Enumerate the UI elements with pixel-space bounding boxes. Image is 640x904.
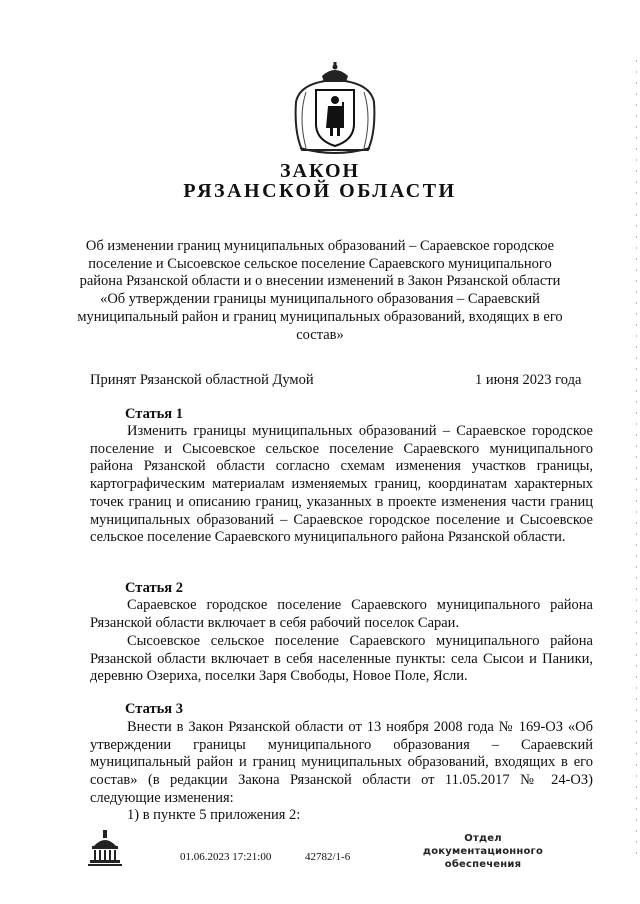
scan-edge-marks xyxy=(635,60,638,860)
stamp-line: Отдел документационного xyxy=(422,833,544,857)
stamp-line: обеспечения xyxy=(444,859,522,870)
article-paragraph: Сараевское городское поселение Сараевского муниципального района Рязанской области включает в себя рабочий поселок Сараи. xyxy=(90,597,593,631)
law-title: ЗАКОН xyxy=(279,160,361,182)
article-heading: Статья 3 xyxy=(125,701,183,717)
registration-timestamp: 01.06.2023 17:21:00 xyxy=(180,851,272,863)
law-subject: Об изменении границ муниципальных образований – Сараевское городское поселение и Сысоевское сельское поселение Сараевского муниципального района Рязанской области и о внесении изменений в Закон Рязанской области «Об утверждении границы муниципального образования – Сараевский муниципальный район и границ муниципальных образований, входящих в его состав» xyxy=(77,238,563,343)
adoption-body: Принят Рязанской областной Думой xyxy=(90,372,314,388)
article-heading: Статья 1 xyxy=(125,406,183,422)
duma-building-icon xyxy=(88,828,122,868)
article-paragraph: 1) в пункте 5 приложения 2: xyxy=(127,807,301,823)
department-stamp xyxy=(403,832,563,871)
law-region-title: РЯЗАНСКОЙ ОБЛАСТИ xyxy=(183,180,457,202)
article-paragraph: Внести в Закон Рязанской области от 13 ноября 2008 года № 169-ОЗ «Об утверждении границы муниципального образования – Сараевский муниципальный район и границ муниципальных образований, входящих в его состав» (в редакции Закона Рязанской области от 11.05.2017 № 24-ОЗ) следующие изменения: xyxy=(90,719,593,806)
article-paragraph: Сысоевское сельское поселение Сараевского муниципального района Рязанской области включает в себя населенные пункты: села Сысои и Паники, деревню Озериха, поселки Заря Свободы, Новое Поле, Ясли. xyxy=(90,633,593,685)
registration-number: 42782/1-6 xyxy=(305,851,351,863)
adoption-date: 1 июня 2023 года xyxy=(475,372,582,388)
ryazan-coat-of-arms-icon xyxy=(292,62,378,158)
article-paragraph: Изменить границы муниципальных образований – Сараевское городское поселение и Сысоевское сельское поселение Сараевского муниципального района Рязанской области согласно схемам изменения участков границы, картографическим материалам изменяемых границ, координатам характерных точек границ и описанию границ, указанных в проекте изменения части границ муниципальных образований – Сараевское городское поселение и Сысоевское сельское поселение Сараевского муниципального района Рязанской области. xyxy=(90,423,593,546)
article-heading: Статья 2 xyxy=(125,580,183,596)
